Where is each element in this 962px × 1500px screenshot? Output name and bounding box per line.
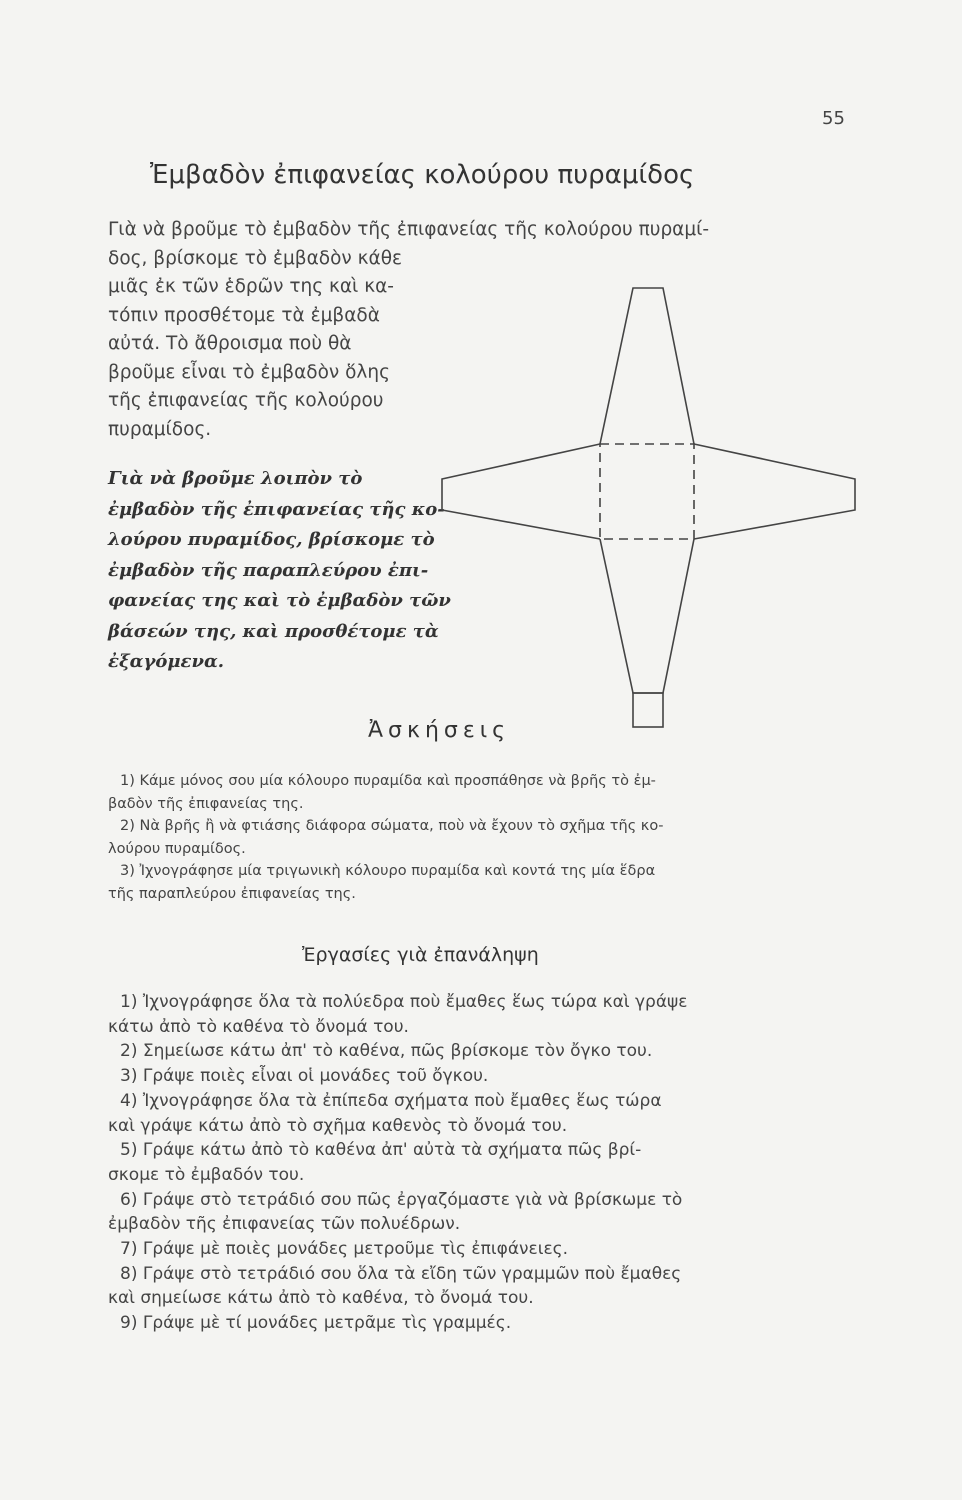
review-line: 8) Γράψε στὸ τετράδιό σου ὅλα τὰ εἴδη τῶν γραμμῶν ποὺ ἔμαθες [120, 1263, 682, 1284]
intro-line: πυραμίδος. [108, 418, 212, 440]
exercises-title: Ἀσκήσεις [368, 718, 511, 743]
rule-line: φανείας της καὶ τὸ ἐμβαδὸν τῶν [108, 590, 451, 611]
page-number: 55 [822, 108, 845, 129]
rule-line: βάσεών της, καὶ προσθέτομε τὰ [108, 620, 439, 642]
rule-line: ἐμβαδὸν τῆς παραπλεύρου ἐπι- [108, 559, 429, 581]
net-small-base [633, 693, 663, 727]
rule-paragraph [108, 464, 451, 678]
review-line: καὶ σημείωσε κάτω ἀπὸ τὸ καθένα, τὸ ὄνομά του. [108, 1288, 534, 1309]
intro-line: βροῦμε εἶναι τὸ ἐμβαδὸν ὅλης [108, 361, 390, 383]
exercise-line: 1) Κάμε μόνος σου μία κόλουρο πυραμίδα καὶ προσπάθησε νὰ βρῆς τὸ ἐμ- [120, 773, 656, 789]
exercise-line: 2) Νὰ βρῆς ἢ νὰ φτιάσης διάφορα σώματα, ποὺ νὰ ἔχουν τὸ σχῆμα τῆς κο- [120, 818, 664, 834]
net-bottom-face [600, 539, 694, 693]
rule-line: ἐμβαδὸν τῆς ἐπιφανείας τῆς κο- [108, 498, 445, 520]
review-line: 2) Σημείωσε κάτω ἀπ' τὸ καθένα, πῶς βρίσκομε τὸν ὄγκο του. [120, 1041, 653, 1062]
net-top-face [600, 288, 694, 444]
net-left-face [442, 444, 600, 539]
intro-line: δος, βρίσκομε τὸ ἐμβαδὸν κάθε [108, 247, 403, 269]
exercise-line: βαδὸν τῆς ἐπιφανείας της. [108, 795, 304, 812]
review-title: Ἐργασίες γιὰ ἐπανάληψη [302, 944, 539, 966]
exercise-line: λούρου πυραμίδος. [108, 840, 246, 857]
review-line: 1) Ἰχνογράφησε ὅλα τὰ πολύεδρα ποὺ ἔμαθες ἕως τώρα καὶ γράψε [120, 992, 688, 1012]
review-line: 6) Γράψε στὸ τετράδιό σου πῶς ἐργαζόμαστε γιὰ νὰ βρίσκωμε τὸ [120, 1189, 683, 1210]
review-line: ἐμβαδὸν τῆς ἐπιφανείας τῶν πολυέδρων. [108, 1214, 461, 1235]
intro-line: τῆς ἐπιφανείας τῆς κολούρου [108, 390, 384, 411]
intro-line: μιᾶς ἐκ τῶν ἑδρῶν της καὶ κα- [108, 276, 394, 297]
rule-line: λούρου πυραμίδος, βρίσκομε τὸ [108, 529, 435, 550]
review-line: σκομε τὸ ἐμβαδόν του. [108, 1164, 305, 1185]
net-large-base [600, 444, 694, 539]
review-line: κάτω ἀπὸ τὸ καθένα τὸ ὄνομά του. [108, 1016, 409, 1037]
review-line: 3) Γράψε ποιὲς εἶναι οἱ μονάδες τοῦ ὄγκου. [120, 1066, 489, 1087]
net-right-face [694, 444, 855, 539]
exercise-line: τῆς παραπλεύρου ἐπιφανείας της. [108, 885, 356, 902]
rule-line: ἐξαγόμενα. [108, 651, 225, 672]
review-line: 4) Ἰχνογράφησε ὅλα τὰ ἐπίπεδα σχήματα ποὺ ἔμαθες ἕως τώρα [120, 1090, 662, 1111]
intro-line: τόπιν προσθέτομε τὰ ἐμβαδὰ [108, 304, 380, 326]
review-line: 5) Γράψε κάτω ἀπὸ τὸ καθένα ἀπ' αὐτὰ τὰ σχήματα πῶς βρί- [120, 1140, 642, 1161]
review-line: 7) Γράψε μὲ ποιὲς μονάδες μετροῦμε τὶς ἐπιφάνειες. [120, 1239, 569, 1260]
page-title: Ἐμβαδὸν ἐπιφανείας κολούρου πυραμίδος [150, 160, 695, 190]
exercise-line: 3) Ἰχνογράφησε μία τριγωνικὴ κόλουρο πυραμίδα καὶ κοντά της μία ἕδρα [120, 863, 656, 879]
intro-line: Γιὰ νὰ βροῦμε τὸ ἐμβαδὸν τῆς ἐπιφανείας τῆς κολούρου πυραμί- [108, 219, 710, 240]
review-list [108, 990, 868, 1336]
rule-line: Γιὰ νὰ βροῦμε λοιπὸν τὸ [108, 468, 363, 489]
review-line: καὶ γράψε κάτω ἀπὸ τὸ σχῆμα καθενὸς τὸ ὄνομά του. [108, 1115, 568, 1136]
exercises-list [108, 770, 868, 905]
frustum-net-diagram [435, 280, 865, 730]
intro-line: αὐτά. Τὸ ἄθροισμα ποὺ θὰ [108, 333, 352, 354]
review-line: 9) Γράψε μὲ τί μονάδες μετρᾶμε τὶς γραμμές. [120, 1313, 512, 1334]
